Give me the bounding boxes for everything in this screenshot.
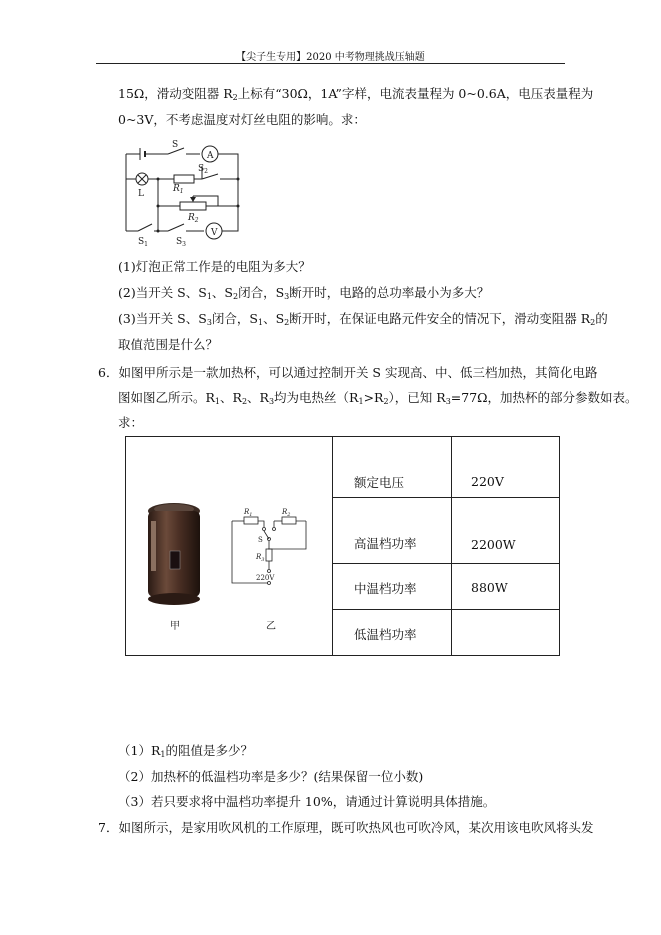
label-voltmeter: V — [211, 228, 218, 238]
page-header: 【尖子生专用】2020 中考物理挑战压轴题 — [236, 52, 425, 63]
table-divider-v2 — [451, 437, 452, 655]
svg-text:S: S — [258, 536, 263, 544]
q6-parameter-table — [125, 436, 560, 656]
table-row-4-label: 低温档功率 — [354, 627, 417, 642]
label-s1: $S_1$ — [138, 237, 148, 248]
q6-line3: 求： — [118, 415, 144, 430]
q5-sub1: (1)灯泡正常工作是的电阻为多大？ — [118, 259, 311, 274]
table-divider-h1 — [332, 497, 560, 498]
header-rule — [96, 63, 565, 64]
q7-line1: 7．如图所示，是家用吹风机的工作原理，既可吹热风也可吹冷风，某次用该电吹风将头发 — [98, 820, 594, 835]
q6-line1: 6．如图甲所示是一款加热杯，可以通过控制开关 S 实现高、中、低三档加热，其简化电路 — [98, 365, 598, 380]
q7-number: 7． — [98, 820, 119, 835]
q5-line2: 0~3V，不考虑温度对灯丝电阻的影响。求： — [118, 112, 366, 127]
heating-cup-image — [144, 501, 204, 611]
label-r2: $R_2$ — [188, 213, 199, 224]
figure-label-b: 乙 — [266, 621, 276, 632]
q6-circuit-diagram — [226, 501, 316, 596]
figure-label-a: 甲 — [170, 621, 180, 632]
q6-sub2: （2）加热杯的低温档功率是多少？(结果保留一位小数) — [118, 769, 424, 784]
table-row-3-label: 中温档功率 — [354, 581, 417, 596]
q5-sub3-cont: 取值范围是什么？ — [118, 337, 219, 352]
q6-number: 6． — [98, 365, 119, 380]
q5-line1-rest: 上标有“30Ω，1A”字样，电流表量程为 0~0.6A，电压表量程为 — [237, 86, 594, 101]
q5-sub3: (3)当开关 S、$S_3$闭合，$S_1$、$S_2$断开时，在保证电路元件安全的情况下，滑动变阻器 $R_2$的 — [118, 311, 608, 327]
label-ammeter: A — [207, 151, 214, 161]
label-s3: $S_3$ — [176, 237, 186, 248]
q5-circuit-diagram — [118, 136, 248, 248]
q6-sub1: $(1)R_1$的阻值是多少？ — [118, 743, 253, 759]
table-row-2-label: 高温档功率 — [354, 536, 417, 551]
label-lamp: L — [138, 189, 144, 199]
q5-line1-text: 15Ω，滑动变阻器 R — [118, 86, 233, 101]
label-r1: $R_1$ — [173, 184, 184, 195]
q5-line1 — [118, 84, 593, 108]
table-divider-h3 — [332, 609, 560, 610]
svg-text:R3: $R_3$ — [256, 553, 265, 563]
label-s2: $S_2$ — [198, 164, 208, 175]
table-row-2-value: 2200W — [471, 537, 516, 552]
figure-voltage: 220V — [256, 574, 275, 582]
table-row-1-label: 额定电压 — [354, 475, 405, 490]
table-row-1-value: 220V — [471, 474, 504, 489]
table-row-3-value: 880W — [471, 580, 508, 595]
label-s: S — [172, 140, 179, 150]
q5-sub2: (2)当开关 S、$S_1$、$S_2$闭合，$S_3$断开时，电路的总功率最小为多大？ — [118, 285, 490, 301]
table-divider-v1 — [332, 437, 333, 655]
q6-line2: 图如图乙所示。$R_1$、$R_2$、$R_3$均为电热丝$(R_1>R_2)$，已知 $R_3=77\Omega$，加热杯的部分参数如表。 — [118, 390, 638, 406]
table-divider-h2 — [332, 563, 560, 564]
svg-text:R2: $R_2$ — [282, 508, 291, 518]
q6-sub3: （3）若只要求将中温档功率提升 10%，请通过计算说明具体措施。 — [118, 794, 496, 809]
svg-text:R1: $R_1$ — [244, 508, 253, 518]
q5-line1-sub: 2 — [232, 93, 238, 102]
